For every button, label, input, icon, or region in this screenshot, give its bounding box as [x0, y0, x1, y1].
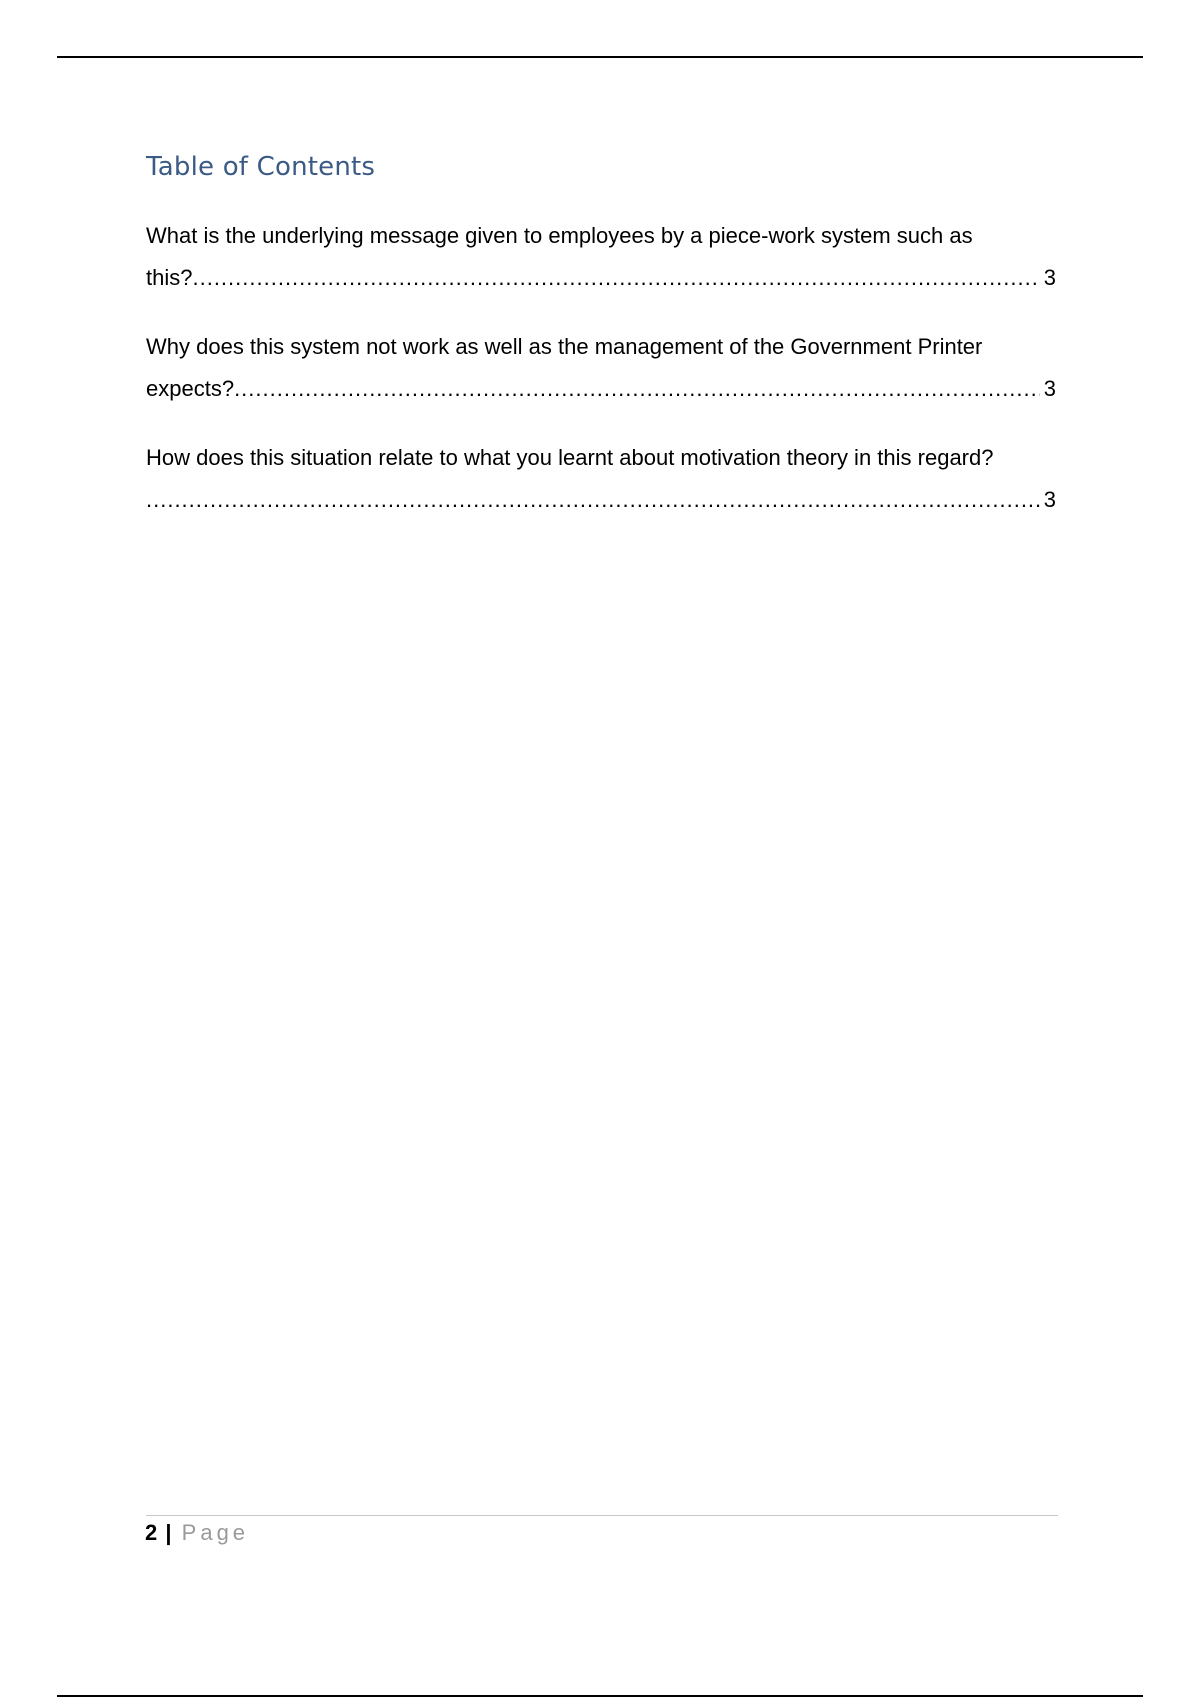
document-body [146, 145, 1056, 548]
dot-leader [146, 479, 1040, 521]
toc-entry-text: How does this situation relate to what you learnt about motivation theory in this regard? [146, 445, 994, 470]
dot-leader [234, 368, 1040, 410]
toc-entry-page-number: 3 [1043, 487, 1056, 512]
toc-entry[interactable] [146, 437, 1056, 521]
toc-entry-text: What is the underlying message given to employees by a piece-work system such as [146, 223, 973, 248]
toc-entry-leader-line [146, 368, 1056, 410]
toc-entry-text: Why does this system not work as well as the management of the Government Printer [146, 334, 983, 359]
page-footer [145, 1518, 249, 1548]
footer-rule [146, 1515, 1058, 1516]
footer-separator: | [165, 1520, 172, 1545]
toc-entry-page-number: 3 [1043, 376, 1056, 401]
toc-entry-leader-line [146, 479, 1056, 521]
dot-leader [192, 257, 1039, 299]
footer-page-label: Page [181, 1520, 250, 1545]
header-rule [57, 56, 1143, 58]
toc-entry-text-continued: this? [146, 265, 193, 290]
toc-entry-text-continued: expects? [146, 376, 235, 401]
toc-entry[interactable] [146, 326, 1056, 410]
toc-entry-leader-line [146, 257, 1056, 299]
bottom-rule [57, 1695, 1143, 1697]
toc-entry-page-number: 3 [1043, 265, 1056, 290]
footer-page-number: 2 [145, 1520, 158, 1545]
toc-title: Table of Contents [146, 152, 376, 182]
toc-entry[interactable] [146, 215, 1056, 299]
